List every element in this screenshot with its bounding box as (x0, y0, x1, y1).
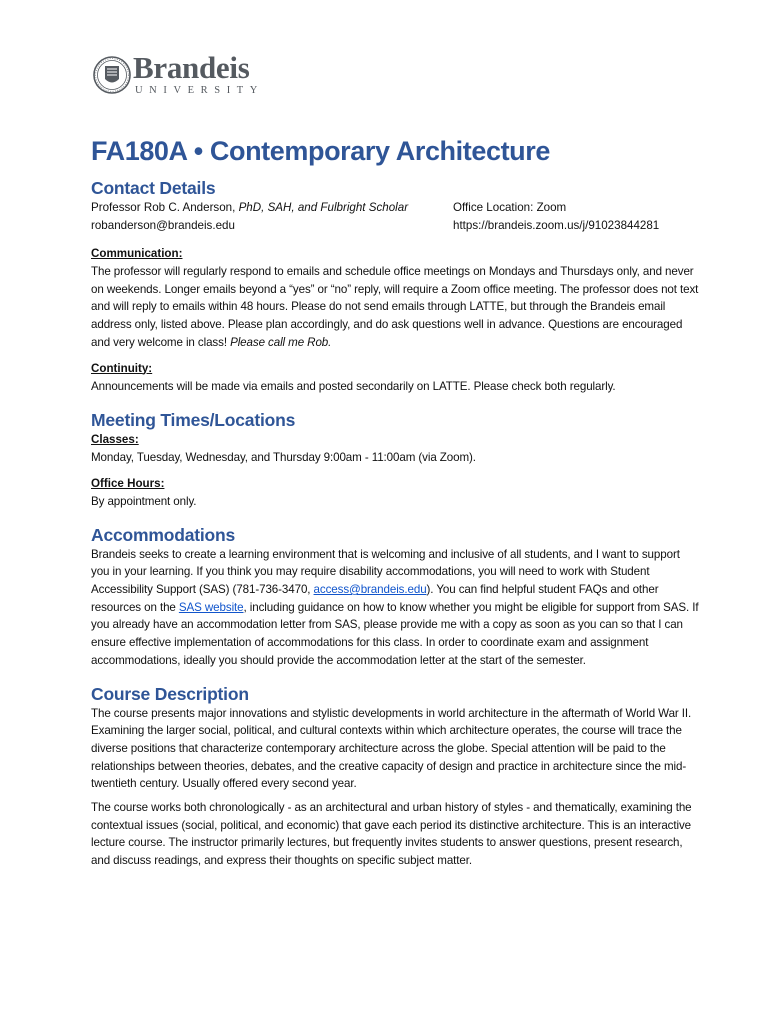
university-name: Brandeis (133, 50, 250, 85)
syllabus-content (91, 134, 699, 870)
university-subtitle: UNIVERSITY (135, 85, 264, 96)
contact-row-2 (91, 217, 699, 235)
accommodations-heading: Accommodations (91, 524, 236, 545)
zoom-url[interactable]: https://brandeis.zoom.us/j/91023844281 (453, 219, 660, 232)
continuity-text: Announcements will be made via emails and posted secondarily on LATTE. Please check both regularly. (91, 379, 616, 393)
continuity-label: Continuity: (91, 361, 153, 375)
course-description-heading: Course Description (91, 683, 249, 704)
communication-italic: Please call me Rob. (230, 335, 332, 349)
sas-website-link[interactable]: SAS website (178, 600, 244, 614)
office-location: Office Location: Zoom (453, 201, 567, 214)
professor-credentials: PhD, SAH, and Fulbright Scholar (238, 201, 409, 214)
course-description-paragraph-1: The course presents major innovations and stylistic developments in world architecture in the aftermath of World War II. Examining the larger social, political, and cultural contexts within which architecture operates, the course will trace the diverse positions that characterize contemporary architecture across the globe. Special attention will be paid to the relationships between theories, debates, and the creative capacity of design and practice in architecture since the mid-twentieth century. Usually offered every second year. (91, 706, 692, 791)
professor-email[interactable]: robanderson@brandeis.edu (91, 219, 235, 232)
office-hours-label: Office Hours: (91, 476, 165, 490)
contact-details-heading: Contact Details (91, 178, 216, 198)
professor-name: Professor Rob C. Anderson, (91, 201, 239, 214)
communication-text (91, 263, 699, 352)
meeting-times-heading: Meeting Times/Locations (91, 410, 296, 431)
classes-label: Classes: (91, 433, 139, 447)
accommodations-text (91, 546, 699, 670)
office-hours-text: By appointment only. (91, 494, 197, 508)
contact-row-1 (91, 199, 699, 217)
access-email-link[interactable]: access@brandeis.edu (313, 583, 427, 597)
communication-body: The professor will regularly respond to emails and schedule office meetings on Mondays and Thursdays only, and never on weekends. Longer emails beyond a “yes” or “no” reply, will require a Zoom office meeting. The professor does not text and will reply to emails within 48 hours. Please do not send emails through LATTE, but through the Brandeis email address only, listed above. Please plan accordingly, and do ask questions well in advance. Questions are encouraged and very welcome in class! (91, 265, 699, 349)
university-seal-icon (93, 52, 131, 98)
accommodations-text-1: Brandeis seeks to create a learning environment that is welcoming and inclusive of all students, and I want to support you in your learning. If you think you may require disability accommodations, you will need to work with Student Accessibility Support (SAS) (781-736-3470, (91, 547, 680, 597)
communication-label: Communication: (91, 247, 183, 260)
accommodations-text-2: ). You can find helpful student FAQs and other resources on the (91, 583, 659, 614)
brandeis-logo (93, 50, 264, 100)
classes-text: Monday, Tuesday, Wednesday, and Thursday 9:00am - 11:00am (via Zoom). (91, 451, 476, 465)
professor-line (91, 199, 453, 217)
course-title: FA180A • Contemporary Architecture (91, 136, 550, 166)
accommodations-text-3: , including guidance on how to know whether you might be eligible for support from SAS. If you already have an accommodation letter from SAS, please provide me with a copy as soon as you can so that I can ensure effective implementation of accommodations for this class. In order to coordinate exam and assignment accommodations, ideally you should provide the accommodation letter at the start of the semester. (91, 600, 699, 667)
course-description-paragraph-2: The course works both chronologically - as an architectural and urban history of styles - and thematically, examining the contextual issues (social, political, and economic) that gave each period its distinctive architecture. This is an interactive lecture course. The instructor primarily lectures, but frequently invites students to answer questions, present research, and discuss readings, and express their thoughts on specific subject matter. (91, 801, 692, 868)
